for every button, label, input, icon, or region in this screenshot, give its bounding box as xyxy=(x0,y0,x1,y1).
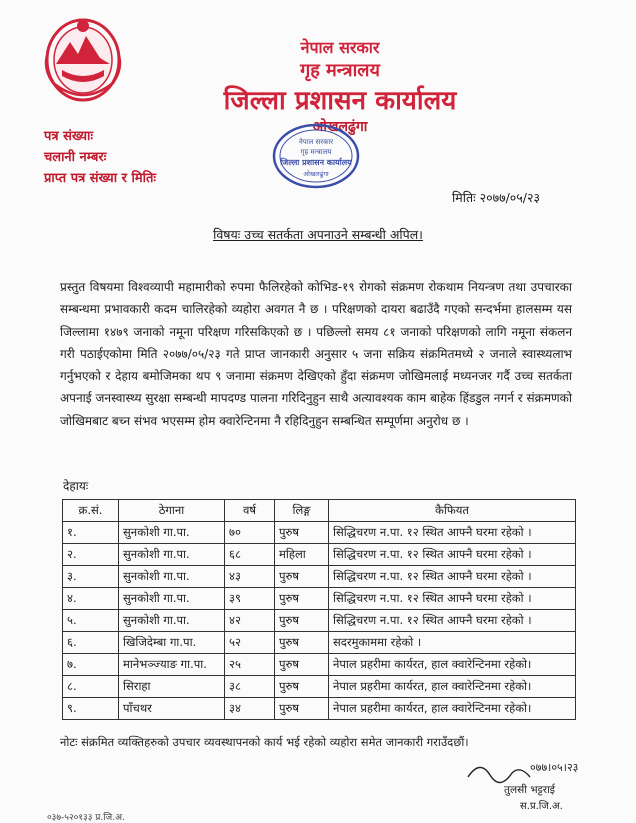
letterhead-district: ओखलढुंगा xyxy=(312,119,368,135)
letter-date: मितिः २०७७/०५/२३ xyxy=(452,190,540,205)
cell-serial: ५. xyxy=(63,610,119,632)
cell-age: ४३ xyxy=(225,566,275,588)
letterhead-ministry: गृह मन्त्रालय xyxy=(300,60,380,81)
signature-title: स.प्र.जि.अ. xyxy=(520,801,563,812)
table-header-row xyxy=(63,500,576,522)
cell-gender: पुरुष xyxy=(275,654,329,676)
cell-remarks: नेपाल प्रहरीमा कार्यरत, हाल क्वारेन्टिनमा रहेको। xyxy=(329,676,576,698)
office-stamp xyxy=(271,122,361,190)
subject-text: विषयः उच्च सतर्कता अपनाउने सम्बन्धी अपिल। xyxy=(213,227,423,242)
cell-address: मानेभञ्ज्याङ गा.पा. xyxy=(119,654,225,676)
cell-gender: महिला xyxy=(275,544,329,566)
cell-address: खिजिदेम्बा गा.पा. xyxy=(119,632,225,654)
header-serial: क्र.सं. xyxy=(63,500,119,522)
cell-serial: ४. xyxy=(63,588,119,610)
header-remarks: कैफियत xyxy=(329,500,576,522)
stamp-line3: जिल्ला प्रशासन कार्यालय xyxy=(280,158,352,167)
cell-gender: पुरुष xyxy=(275,610,329,632)
cell-gender: पुरुष xyxy=(275,698,329,720)
dispatch-number-label: चलानी नम्बरः xyxy=(44,150,107,165)
signature-name: तुलसी भट्टराई xyxy=(504,784,555,796)
table-row xyxy=(63,654,576,676)
cell-age: ४२ xyxy=(225,610,275,632)
table-row xyxy=(63,610,576,632)
table-row xyxy=(63,632,576,654)
cell-gender: पुरुष xyxy=(275,632,329,654)
cell-serial: ७. xyxy=(63,654,119,676)
note-text: नोटः संक्रमित व्यक्तिहरुको उपचार व्यवस्थापनको कार्य भई रहेको व्यहोरा समेत जानकारी गराउँदछौं। xyxy=(60,735,469,749)
cell-age: ६८ xyxy=(225,544,275,566)
cell-address: सिराहा xyxy=(119,676,225,698)
cell-remarks: सिद्धिचरण न.पा. १२ स्थित आफ्नै घरमा रहेको । xyxy=(329,522,576,544)
cell-age: ५२ xyxy=(225,632,275,654)
table-label: देहायः xyxy=(63,479,89,493)
stamp-line4: ओखलढुंगा xyxy=(303,170,329,178)
header-gender: लिङ्ग xyxy=(275,500,329,522)
cell-remarks: सिद्धिचरण न.पा. १२ स्थित आफ्नै घरमा रहेको । xyxy=(329,566,576,588)
cell-age: ७० xyxy=(225,522,275,544)
cell-gender: पुरुष xyxy=(275,566,329,588)
footer-phone: ०३७-५२०१३३ प्र.जि.अ. xyxy=(47,813,125,823)
cell-address: सुनकोशी गा.पा. xyxy=(119,610,225,632)
cell-remarks: नेपाल प्रहरीमा कार्यरत, हाल क्वारेन्टिनमा रहेको। xyxy=(329,654,576,676)
cell-serial: २. xyxy=(63,544,119,566)
cell-remarks: सदरमुकाममा रहेको । xyxy=(329,632,576,654)
cell-age: ३४ xyxy=(225,698,275,720)
table-row xyxy=(63,698,576,720)
table-row xyxy=(63,676,576,698)
cell-address: सुनकोशी गा.पा. xyxy=(119,522,225,544)
cell-age: २५ xyxy=(225,654,275,676)
cases-table xyxy=(62,499,576,720)
cell-serial: ८. xyxy=(63,676,119,698)
header-address: ठेगाना xyxy=(119,500,225,522)
body-paragraph: प्रस्तुत विषयमा विश्वव्यापी महामारीको रुपमा फैलिरहेको कोभिड-१९ रोगको संक्रमण रोकथाम नियन्त्रण तथा उपचारका सम्बन्धमा प्रभावकारी कदम चालिरहेको व्यहोरा अवगत नै छ । परिक्षणको दायरा बढाउँदै गएको सन्दर्भमा हालसम्म यस जिल्लामा १४७९ जनाको नमूना परिक्षण गरिसकिएको छ । पछिल्लो समय ८१ जनाको परिक्षणको लागि नमूना संकलन गरी पठाईएकोमा मिति २०७७/०५/२३ गते प्राप्त जानकारी अनुसार ५ जना सक्रिय संक्रमितमध्ये २ जनाले स्वास्थ्यलाभ गर्नुभएको र देहाय बमोजिमका थप ९ जनामा संक्रमण देखिएको हुँदा संक्रमण जोखिमलाई मध्यनजर गर्दै उच्च सतर्कता अपनाई जनस्वास्थ्य सुरक्षा सम्बन्धी मापदण्ड पालना गरिदिनुहुन साथै अत्यावश्यक काम बाहेक हिंडडुल नगर्न र संक्रमणको जोखिमबाट बच्न संभव भएसम्म होम क्वारेन्टिनमा नै रहिदिनुहुन सम्बन्धित सम्पूर्णमा अनुरोध छ । xyxy=(60,280,572,428)
header-age: वर्ष xyxy=(225,500,275,522)
cell-age: ३८ xyxy=(225,676,275,698)
cell-address: सुनकोशी गा.पा. xyxy=(119,566,225,588)
cell-remarks: सिद्धिचरण न.पा. १२ स्थित आफ्नै घरमा रहेको । xyxy=(329,588,576,610)
cell-serial: १. xyxy=(63,522,119,544)
cell-gender: पुरुष xyxy=(275,522,329,544)
cell-remarks: सिद्धिचरण न.पा. १२ स्थित आफ्नै घरमा रहेको । xyxy=(329,610,576,632)
cell-gender: पुरुष xyxy=(275,676,329,698)
table-row xyxy=(63,544,576,566)
signature xyxy=(460,755,610,815)
table-row xyxy=(63,522,576,544)
received-letter-label: प्राप्त पत्र संख्या र मितिः xyxy=(44,171,157,186)
table-row xyxy=(63,588,576,610)
cell-address: पाँचथर xyxy=(119,698,225,720)
subject-line xyxy=(0,226,636,243)
cell-gender: पुरुष xyxy=(275,588,329,610)
cell-serial: ६. xyxy=(63,632,119,654)
cell-serial: ३. xyxy=(63,566,119,588)
letterhead-office: जिल्ला प्रशासन कार्यालय xyxy=(223,86,457,116)
cell-age: ३९ xyxy=(225,588,275,610)
cell-serial: ९. xyxy=(63,698,119,720)
nepal-emblem-icon xyxy=(42,12,124,104)
signature-date: ०७७।०५।२३ xyxy=(530,761,579,774)
table-row xyxy=(63,566,576,588)
cell-address: सुनकोशी गा.पा. xyxy=(119,588,225,610)
cell-remarks: सिद्धिचरण न.पा. १२ स्थित आफ्नै घरमा रहेको । xyxy=(329,544,576,566)
letterhead-government: नेपाल सरकार xyxy=(300,38,380,57)
stamp-line2: गृह मन्त्रालय xyxy=(300,148,332,156)
stamp-line1: नेपाल सरकार xyxy=(298,138,334,146)
cell-address: सुनकोशी गा.पा. xyxy=(119,544,225,566)
letter-number-label: पत्र संख्याः xyxy=(44,129,94,144)
cell-remarks: नेपाल प्रहरीमा कार्यरत, हाल क्वारेन्टिनमा रहेको। xyxy=(329,698,576,720)
